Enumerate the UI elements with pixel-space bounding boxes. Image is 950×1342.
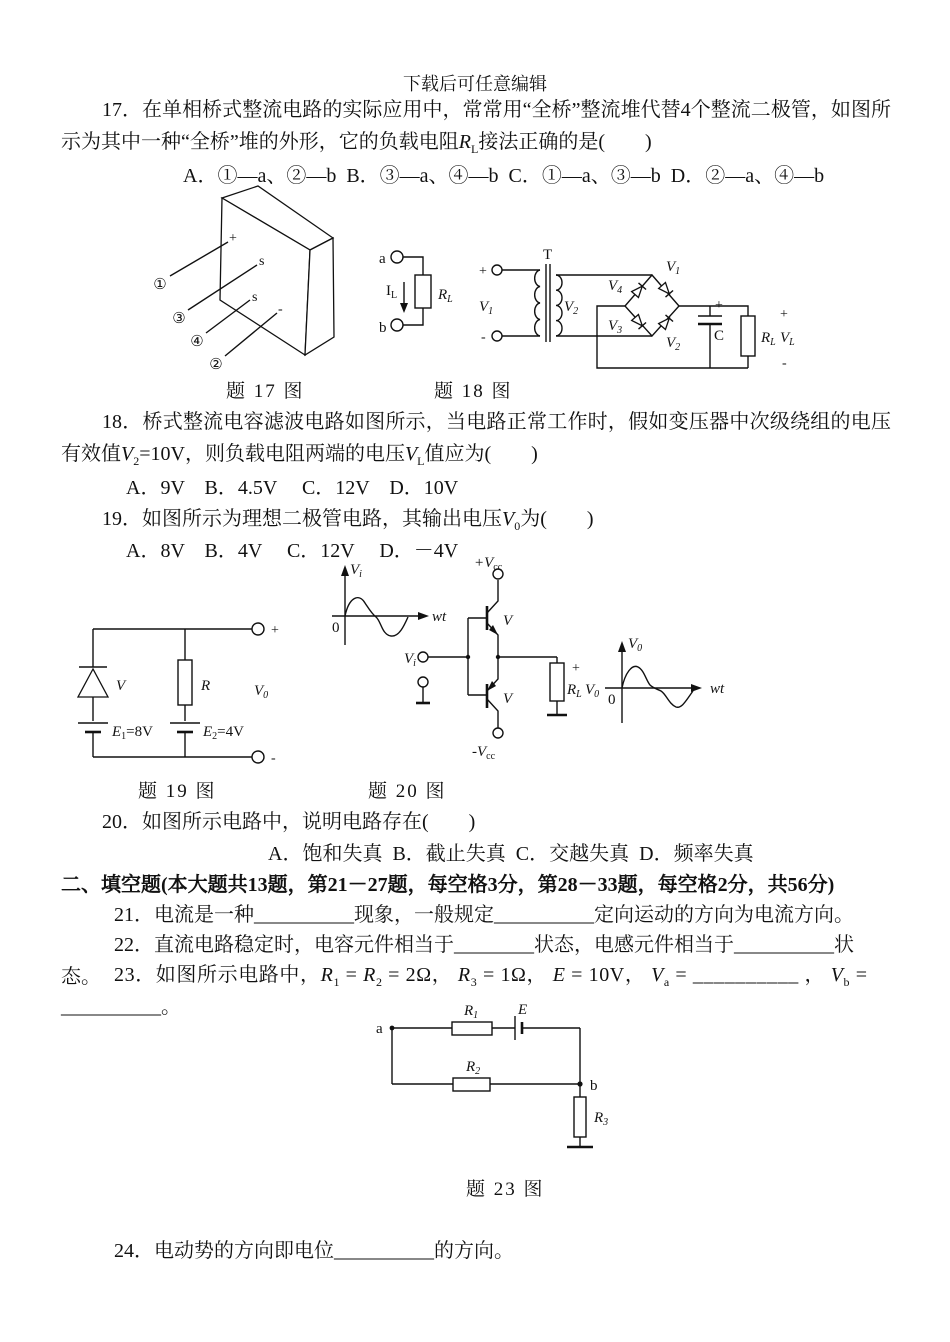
transformer-T-label: T: [543, 247, 553, 263]
section-2-header: 二、填空题(本大题共13题，第21－27题，每空格3分，第28－33题，每空格2分，共56分): [61, 874, 835, 896]
figure-23: [370, 1000, 620, 1160]
load-circuit-drawing: [379, 251, 453, 336]
RL-load-label: $R_L$: [438, 287, 453, 305]
block-minus-label: -: [278, 302, 283, 317]
diode-V3-label: $V_3$: [608, 318, 623, 336]
node-a-label: a: [376, 1021, 383, 1037]
figure-19-20: [70, 553, 740, 773]
minus-Vcc-label: $-V_{cc}$: [472, 744, 496, 762]
V0-output-label: $V_0$: [254, 683, 269, 701]
input-axis-Vi-label: $V_i$: [350, 562, 362, 580]
primary-plus-label: +: [479, 264, 487, 279]
load-plus-label: +: [780, 307, 788, 322]
q17-text-1: 17．在单相桥式整流电路的实际应用中，常常用“全桥”整流堆代替4个整流二极管，如图所示为其中一种“全桥”堆的外形，它的负载电阻: [61, 99, 891, 153]
block-plus-label: +: [229, 231, 237, 246]
output-axis-V0-label: $V_0$: [628, 636, 643, 654]
R1-label: $R_1$: [464, 1003, 479, 1021]
plus-Vcc-label: $+V_{cc}$: [474, 555, 503, 573]
fig20-caption: 题 20 图: [368, 781, 447, 802]
V2-secondary-label: $V_2$: [564, 299, 579, 317]
load-V0-label: $V_0$: [585, 682, 600, 700]
q20-options: A．饱和失真 B．截止失真 C．交越失真 D．频率失真: [268, 843, 754, 865]
pin2-label: ②: [209, 357, 223, 373]
load-minus-label: -: [782, 356, 787, 371]
primary-minus-label: -: [481, 330, 486, 345]
q19-options: A．8V B．4V C．12V D．－4V: [126, 540, 459, 562]
V1-primary-label: $V_1$: [479, 299, 494, 317]
fig23-caption: 题 23 图: [466, 1179, 545, 1200]
transistor-bottom-label: V: [503, 691, 513, 707]
diode-circuit-drawing: [78, 623, 279, 766]
out-minus-label: -: [271, 751, 276, 766]
R2-label: $R_2$: [466, 1059, 481, 1077]
diode-V2-label: $V_2$: [666, 335, 681, 353]
question-18: 18．桥式整流电容滤波电路如图所示，当电路正常工作时，假如变压器中次级绕组的电压有效值$V_2=10V$，则负载电阻两端的电压$V_L$值应为( ): [61, 411, 891, 468]
output-axis-wt-label: wt: [710, 681, 725, 697]
terminal-b-label: b: [379, 320, 387, 336]
resistor-network-drawing: [376, 1002, 608, 1147]
question-19: 19．如图所示为理想二极管电路，其输出电压$V_0$为( ): [102, 508, 594, 533]
IL-current-label: $I_L$: [386, 283, 398, 301]
fig18-caption: 题 18 图: [434, 381, 513, 402]
q17-text-2: 接法正确的是( ): [478, 131, 652, 153]
E1-battery-label: $E_1=8V$: [112, 724, 153, 742]
output-axis-zero: 0: [608, 692, 616, 708]
pin1-label: ①: [153, 277, 167, 293]
figure-17-18: [130, 185, 810, 377]
diode-V1-label: $V_1$: [666, 259, 681, 277]
question-24: 24．电动势的方向即电位__________的方向。: [114, 1240, 514, 1262]
E2-battery-label: $E_2=4V$: [203, 724, 244, 742]
question-23-line2: __________。: [61, 996, 181, 1018]
input-axis-zero: 0: [332, 620, 340, 636]
q18-options: A．9V B．4.5V C．12V D．10V: [126, 477, 459, 499]
pin4-label: ④: [190, 334, 204, 350]
RL-label: $R_L$: [761, 330, 776, 348]
load-plus-label: +: [572, 661, 580, 676]
load-RL-label: $R_L$: [567, 682, 582, 700]
capacitor-plus-label: +: [715, 298, 723, 313]
rectifier-block-drawing: [153, 186, 334, 373]
VL-label: $V_L$: [780, 330, 795, 348]
node-b-label: b: [590, 1078, 598, 1094]
terminal-a-label: a: [379, 251, 386, 267]
amplifier-drawing: [332, 555, 725, 762]
bridge-rectifier-drawing: [479, 247, 795, 371]
E-label: E: [518, 1002, 528, 1018]
diode-V-label: V: [116, 678, 126, 694]
fig17-caption: 题 17 图: [226, 381, 305, 402]
question-23: 23．如图所示电路中，$R_1 = R_2 = 2\Omega$， $R_3 = 1\Omega$， E = 10V， $V_a$ = __________ ， $V_b$ =: [114, 964, 868, 989]
out-plus-label: +: [271, 623, 279, 638]
block-s1-label: s: [259, 254, 265, 269]
question-20: 20．如图所示电路中，说明电路存在( ): [102, 811, 476, 833]
input-Vi-label: $V_i$: [404, 651, 416, 669]
block-s2-label: s: [252, 290, 258, 305]
pin3-label: ③: [172, 311, 186, 327]
fig19-caption: 题 19 图: [138, 781, 217, 802]
q17-options: A．①—a、②—b B．③—a、④—b C．①—a、③—b D．②—a、④—b: [183, 165, 825, 187]
R3-label: $R_3$: [594, 1110, 609, 1128]
transistor-top-label: V: [503, 613, 513, 629]
page-header: 下载后可任意编辑: [403, 74, 547, 94]
question-21: 21．电流是一种__________现象，一般规定__________定向运动的方向为电流方向。: [114, 904, 854, 926]
q17-var-RL: R: [458, 131, 471, 153]
question-17: 17．在单相桥式整流电路的实际应用中，常常用“全桥”整流堆代替4个整流二极管，如图所示为其中一种“全桥”堆的外形，它的负载电阻$R_L$接法正确的是( ): [61, 99, 891, 156]
capacitor-C-label: C: [714, 328, 725, 344]
input-axis-wt-label: wt: [432, 609, 447, 625]
question-22: 22．直流电路稳定时，电容元件相当于________状态，电感元件相当于__________状态。: [61, 934, 854, 988]
resistor-R-label: R: [201, 678, 211, 694]
diode-V4-label: $V_4$: [608, 278, 623, 296]
